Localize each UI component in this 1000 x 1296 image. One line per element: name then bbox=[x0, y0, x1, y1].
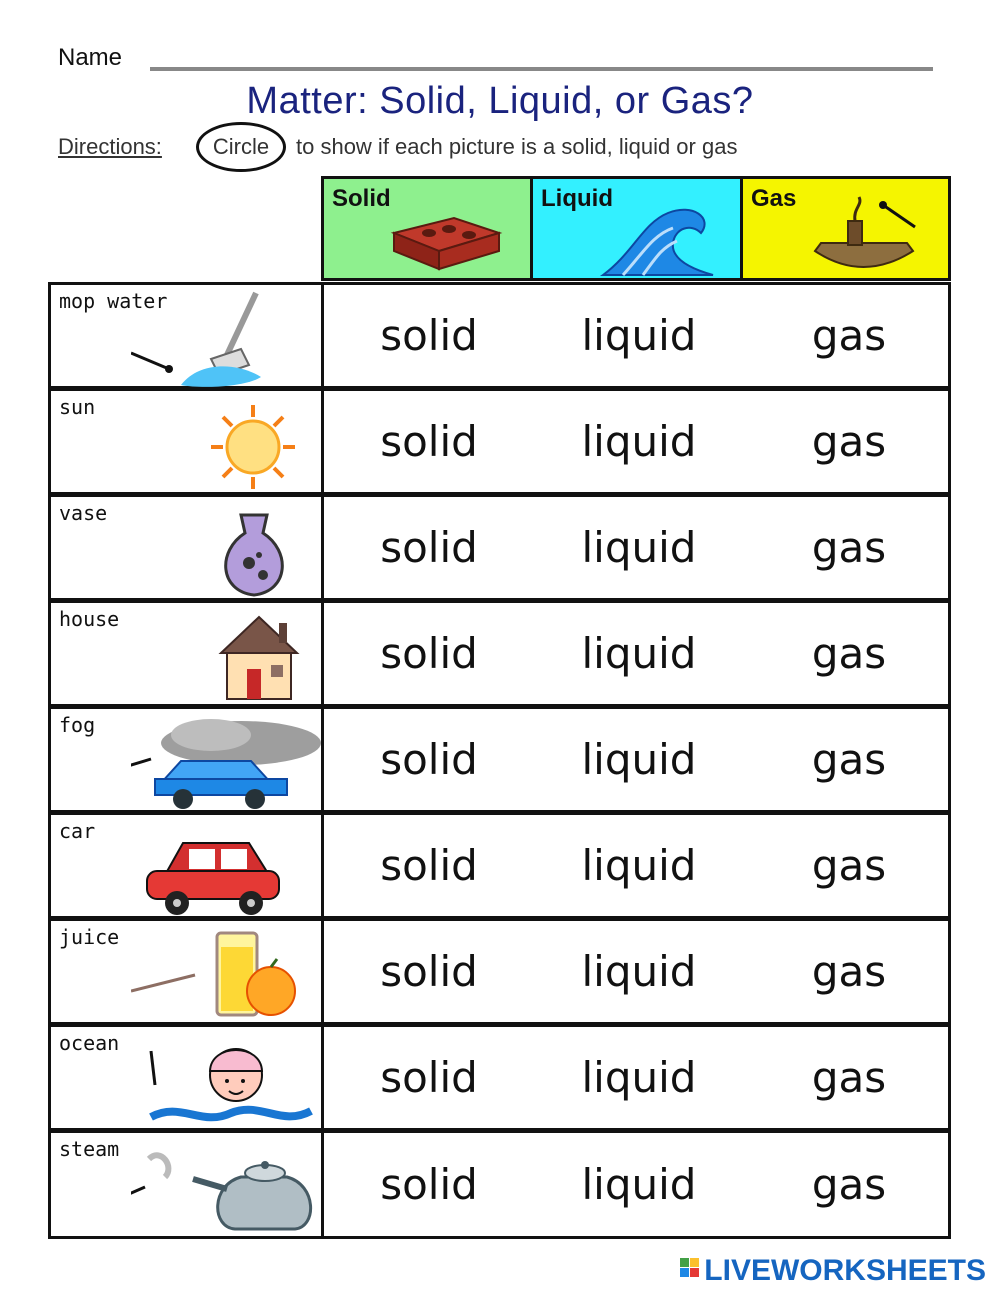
house-icon bbox=[131, 607, 311, 707]
directions-circle-word: Circle bbox=[196, 122, 286, 172]
choices-row-juice bbox=[321, 918, 951, 1025]
header-liquid-label: Liquid bbox=[541, 185, 613, 212]
directions-lead: Directions: bbox=[58, 134, 162, 159]
choice-liquid[interactable]: liquid bbox=[581, 417, 697, 466]
choice-liquid[interactable]: liquid bbox=[581, 947, 697, 996]
row-label: house bbox=[59, 607, 120, 631]
choices-row-car bbox=[321, 812, 951, 919]
choice-liquid[interactable]: liquid bbox=[581, 841, 697, 890]
row-vase bbox=[48, 494, 324, 601]
choice-gas[interactable]: gas bbox=[811, 841, 887, 890]
row-ocean bbox=[48, 1024, 324, 1131]
choice-gas[interactable]: gas bbox=[811, 629, 887, 678]
row-juice bbox=[48, 918, 324, 1025]
header-liquid bbox=[530, 176, 743, 281]
mop-water-icon bbox=[131, 289, 311, 389]
row-steam bbox=[48, 1130, 324, 1239]
row-label: ocean bbox=[59, 1031, 120, 1055]
logo-text: LIVEWORKSHEETS bbox=[704, 1254, 986, 1287]
wave-icon bbox=[593, 193, 723, 283]
choice-gas[interactable]: gas bbox=[811, 417, 887, 466]
header-solid bbox=[321, 176, 533, 281]
choice-gas[interactable]: gas bbox=[811, 735, 887, 784]
row-label: car bbox=[59, 819, 96, 843]
choices-row-steam bbox=[321, 1130, 951, 1239]
choice-liquid[interactable]: liquid bbox=[581, 311, 697, 360]
choice-liquid[interactable]: liquid bbox=[581, 1053, 697, 1102]
liveworksheets-logo bbox=[680, 1254, 986, 1288]
name-line[interactable] bbox=[150, 67, 933, 71]
swimmer-icon bbox=[131, 1031, 331, 1131]
choice-solid[interactable]: solid bbox=[380, 523, 478, 572]
row-mop-water bbox=[48, 282, 324, 389]
choice-solid[interactable]: solid bbox=[380, 841, 478, 890]
choice-liquid[interactable]: liquid bbox=[581, 629, 697, 678]
vase-icon bbox=[131, 501, 311, 601]
choice-solid[interactable]: solid bbox=[380, 629, 478, 678]
steam-pot-icon bbox=[803, 193, 933, 283]
choices-row-house bbox=[321, 600, 951, 707]
header-gas bbox=[740, 176, 951, 281]
choice-solid[interactable]: solid bbox=[380, 1160, 478, 1209]
choice-liquid[interactable]: liquid bbox=[581, 523, 697, 572]
row-house bbox=[48, 600, 324, 707]
choice-liquid[interactable]: liquid bbox=[581, 1160, 697, 1209]
row-label: sun bbox=[59, 395, 96, 419]
directions-text: to show if each picture is a solid, liquid or gas bbox=[296, 134, 738, 159]
choice-gas[interactable]: gas bbox=[811, 311, 887, 360]
row-label: juice bbox=[59, 925, 120, 949]
name-label: Name bbox=[58, 44, 123, 71]
kettle-icon bbox=[131, 1137, 331, 1237]
header-solid-label: Solid bbox=[332, 185, 391, 212]
choice-solid[interactable]: solid bbox=[380, 947, 478, 996]
choices-row-ocean bbox=[321, 1024, 951, 1131]
sun-icon bbox=[131, 395, 311, 495]
juice-icon bbox=[131, 925, 311, 1025]
choices-row-vase bbox=[321, 494, 951, 601]
car-icon bbox=[131, 819, 331, 919]
directions bbox=[58, 128, 938, 168]
choices-row-sun bbox=[321, 388, 951, 495]
choice-gas[interactable]: gas bbox=[811, 1053, 887, 1102]
choice-gas[interactable]: gas bbox=[811, 1160, 887, 1209]
row-label: steam bbox=[59, 1137, 120, 1161]
row-sun bbox=[48, 388, 324, 495]
choice-solid[interactable]: solid bbox=[380, 735, 478, 784]
choice-solid[interactable]: solid bbox=[380, 417, 478, 466]
row-label: fog bbox=[59, 713, 96, 737]
brick-icon bbox=[384, 193, 504, 273]
header-gas-label: Gas bbox=[751, 185, 797, 212]
choice-solid[interactable]: solid bbox=[380, 311, 478, 360]
row-fog bbox=[48, 706, 324, 813]
choice-gas[interactable]: gas bbox=[811, 523, 887, 572]
logo-icon bbox=[680, 1258, 700, 1284]
choices-row-fog bbox=[321, 706, 951, 813]
page-title: Matter: Solid, Liquid, or Gas? bbox=[246, 80, 754, 122]
row-car bbox=[48, 812, 324, 919]
fog-car-icon bbox=[131, 713, 331, 813]
choice-solid[interactable]: solid bbox=[380, 1053, 478, 1102]
choices-row-mop-water bbox=[321, 282, 951, 389]
row-label: vase bbox=[59, 501, 108, 525]
choice-gas[interactable]: gas bbox=[811, 947, 887, 996]
choice-liquid[interactable]: liquid bbox=[581, 735, 697, 784]
row-label: mop water bbox=[59, 289, 168, 313]
